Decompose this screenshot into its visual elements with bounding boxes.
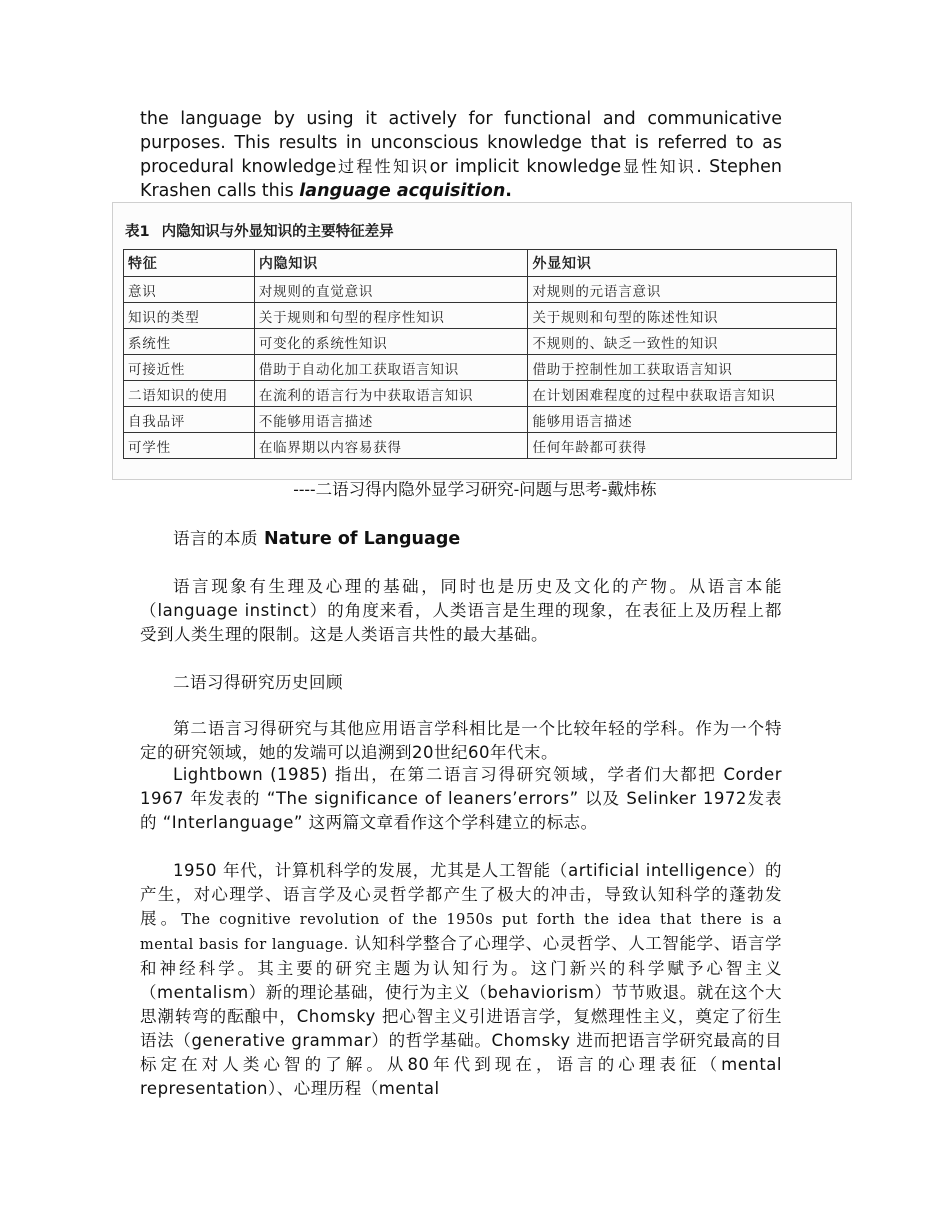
- table-cell: 意识: [124, 277, 255, 303]
- table-row: [124, 407, 837, 433]
- intro-cn-procedural: 过程性知识: [336, 157, 430, 176]
- history-paragraph-3: [140, 859, 782, 1101]
- history-paragraph-2: [140, 763, 782, 835]
- history-paragraph-1: [140, 717, 782, 765]
- history1-text-c: 年代末。: [490, 743, 558, 762]
- history2-text-j: 这两篇文章看作这个学科建立的标志。: [302, 813, 598, 832]
- table-row: [124, 277, 837, 303]
- table-cell: 不能够用语言描述: [254, 407, 528, 433]
- header-feature: 特征: [124, 250, 255, 277]
- history3-text-j: ）、心理历程（: [268, 1079, 379, 1098]
- history3-text-i: 年代到现在，语言的心理表征（: [429, 1055, 722, 1074]
- section-heading-history: 二语习得研究历史回顾: [173, 673, 343, 692]
- table-caption: [125, 220, 394, 241]
- comparison-table-figure: [112, 202, 852, 480]
- table-label: 表1: [125, 224, 150, 240]
- intro-text: the language by using it actively for functional and communicative purposes. This results in unconscious knowledge that is referred to as procedural knowledge: [140, 109, 782, 177]
- table-row: [124, 355, 837, 381]
- nature-text-b: ）的角度来看，人类语言是生理的现象，在表征上及历程上都受到人类生理的限制。这是人类语言共性的最大基础。: [140, 601, 782, 644]
- history1-num-2: 60: [468, 743, 490, 762]
- history3-chomsky-1: Chomsky: [296, 1007, 376, 1026]
- history3-text-g: ）的哲学基础。: [371, 1031, 492, 1050]
- features-table: [123, 249, 837, 459]
- history1-text-a: 第二语言习得研究与其他应用语言学科相比是一个比较年轻的学科。作为一个特定的研究领域，她的发端可以追溯到: [140, 719, 782, 762]
- table-cell: 系统性: [124, 329, 255, 355]
- intro-paragraph: [140, 108, 782, 203]
- history1-text-b: 世纪: [434, 743, 468, 762]
- history3-chomsky-2: Chomsky: [491, 1031, 571, 1050]
- table-cell: 可接近性: [124, 355, 255, 381]
- table-cell: 对规则的元语言意识: [528, 277, 837, 303]
- history3-mental: mental: [378, 1079, 440, 1098]
- table-header-row: [124, 250, 837, 277]
- history3-text-f: 把心智主义引进语言学，复燃理性主义，奠定了衍生语法（: [140, 1007, 782, 1050]
- history3-text-b: ）的产生，对心理学、语言学及心灵哲学都产生了极大的冲击，导致认知科学的蓬勃发展。: [140, 861, 783, 928]
- table-cell: 借助于控制性加工获取语言知识: [528, 355, 837, 381]
- intro-term: language acquisition: [299, 180, 506, 201]
- history2-title-1: “The significance of leaners’errors”: [266, 789, 579, 808]
- table-title: 内隐知识与外显知识的主要特征差异: [161, 224, 394, 240]
- nature-text-a: 语言现象有生理及心理的基础，同时也是历史及文化的产物。从语言本能（: [140, 577, 782, 620]
- history3-quote: The cognitive revolution of the 1950s put forth the idea that there is a mental basis for language.: [140, 912, 783, 953]
- history3-behaviorism: behaviorism: [487, 983, 595, 1002]
- section-heading-nature: [140, 527, 782, 551]
- history2-author: Lightbown (1985): [173, 765, 328, 784]
- history3-text-a: 年代，计算机科学的发展，尤其是人工智能（: [217, 861, 569, 880]
- intro-period: .: [505, 180, 512, 201]
- table-cell: 可学性: [124, 433, 255, 459]
- table-cell: 在临界期以内容易获得: [254, 433, 528, 459]
- table-row: [124, 329, 837, 355]
- nature-paragraph: [140, 575, 782, 647]
- table-cell: 可变化的系统性知识: [254, 329, 528, 355]
- history3-text-d: ）新的理论基础，使行为主义（: [248, 983, 488, 1002]
- table-row: [124, 303, 837, 329]
- intro-cn-implicit: 显性知识: [621, 157, 697, 176]
- heading-nature-en: Nature of Language: [264, 529, 461, 549]
- header-implicit: 内隐知识: [254, 250, 528, 277]
- table-cell: 在计划困难程度的过程中获取语言知识: [528, 381, 837, 407]
- table-cell: 任何年龄都可获得: [528, 433, 837, 459]
- history2-title-2: “Interlanguage”: [162, 813, 303, 832]
- history2-text-h: 发表的: [140, 789, 783, 832]
- history2-corder: Corder 1967: [140, 765, 782, 808]
- nature-term: language instinct: [157, 601, 310, 620]
- intro-end: . Stephen Krashen calls this: [140, 157, 782, 201]
- history3-text-h: 进而把语言学研究最高的目标定在对人类心智的了解。从: [140, 1031, 782, 1074]
- table-cell: 借助于自动化加工获取语言知识: [254, 355, 528, 381]
- table-cell: 关于规则和句型的陈述性知识: [528, 303, 837, 329]
- history3-generative-grammar: generative grammar: [191, 1031, 372, 1050]
- table-cell: 对规则的直觉意识: [254, 277, 528, 303]
- table-source-citation: ----二语习得内隐外显学习研究-问题与思考-戴炜栋: [293, 480, 657, 499]
- table-cell: 在流利的语言行为中获取语言知识: [254, 381, 528, 407]
- history3-year: 1950: [173, 861, 217, 880]
- table-cell: 关于规则和句型的程序性知识: [254, 303, 528, 329]
- history3-ai-term: artificial intelligence: [568, 861, 748, 880]
- table-cell: 二语知识的使用: [124, 381, 255, 407]
- table-row: [124, 433, 837, 459]
- history3-text-c: 认知科学整合了心理学、心灵哲学、人工智能学、语言学和神经科学。其主要的研究主题为认知行为。这门新兴的科学赋予心智主义（: [140, 934, 782, 1002]
- table-cell: 不规则的、缺乏一致性的知识: [528, 329, 837, 355]
- heading-nature-cn: 语言的本质: [173, 529, 258, 548]
- history2-text-d: 年发表的: [184, 789, 267, 808]
- history2-text-b: 指出，在第二语言习得研究领域，学者们大都把: [327, 765, 724, 784]
- history2-selinker: Selinker 1972: [626, 789, 747, 808]
- header-explicit: 外显知识: [528, 250, 837, 277]
- history2-text-f: 以及: [578, 789, 627, 808]
- history1-num-1: 20: [412, 743, 434, 762]
- history3-num-80: 80: [407, 1055, 430, 1074]
- history3-text-e: ）节节败退。就在这个大思潮转弯的酝酿中，: [140, 983, 783, 1026]
- table-cell: 能够用语言描述: [528, 407, 837, 433]
- table-cell: 知识的类型: [124, 303, 255, 329]
- table-row: [124, 381, 837, 407]
- intro-mid: or implicit knowledge: [429, 157, 622, 177]
- history3-mentalism: mentalism: [157, 983, 249, 1002]
- history3-mental-representation: mental representation: [140, 1055, 783, 1098]
- table-cell: 自我品评: [124, 407, 255, 433]
